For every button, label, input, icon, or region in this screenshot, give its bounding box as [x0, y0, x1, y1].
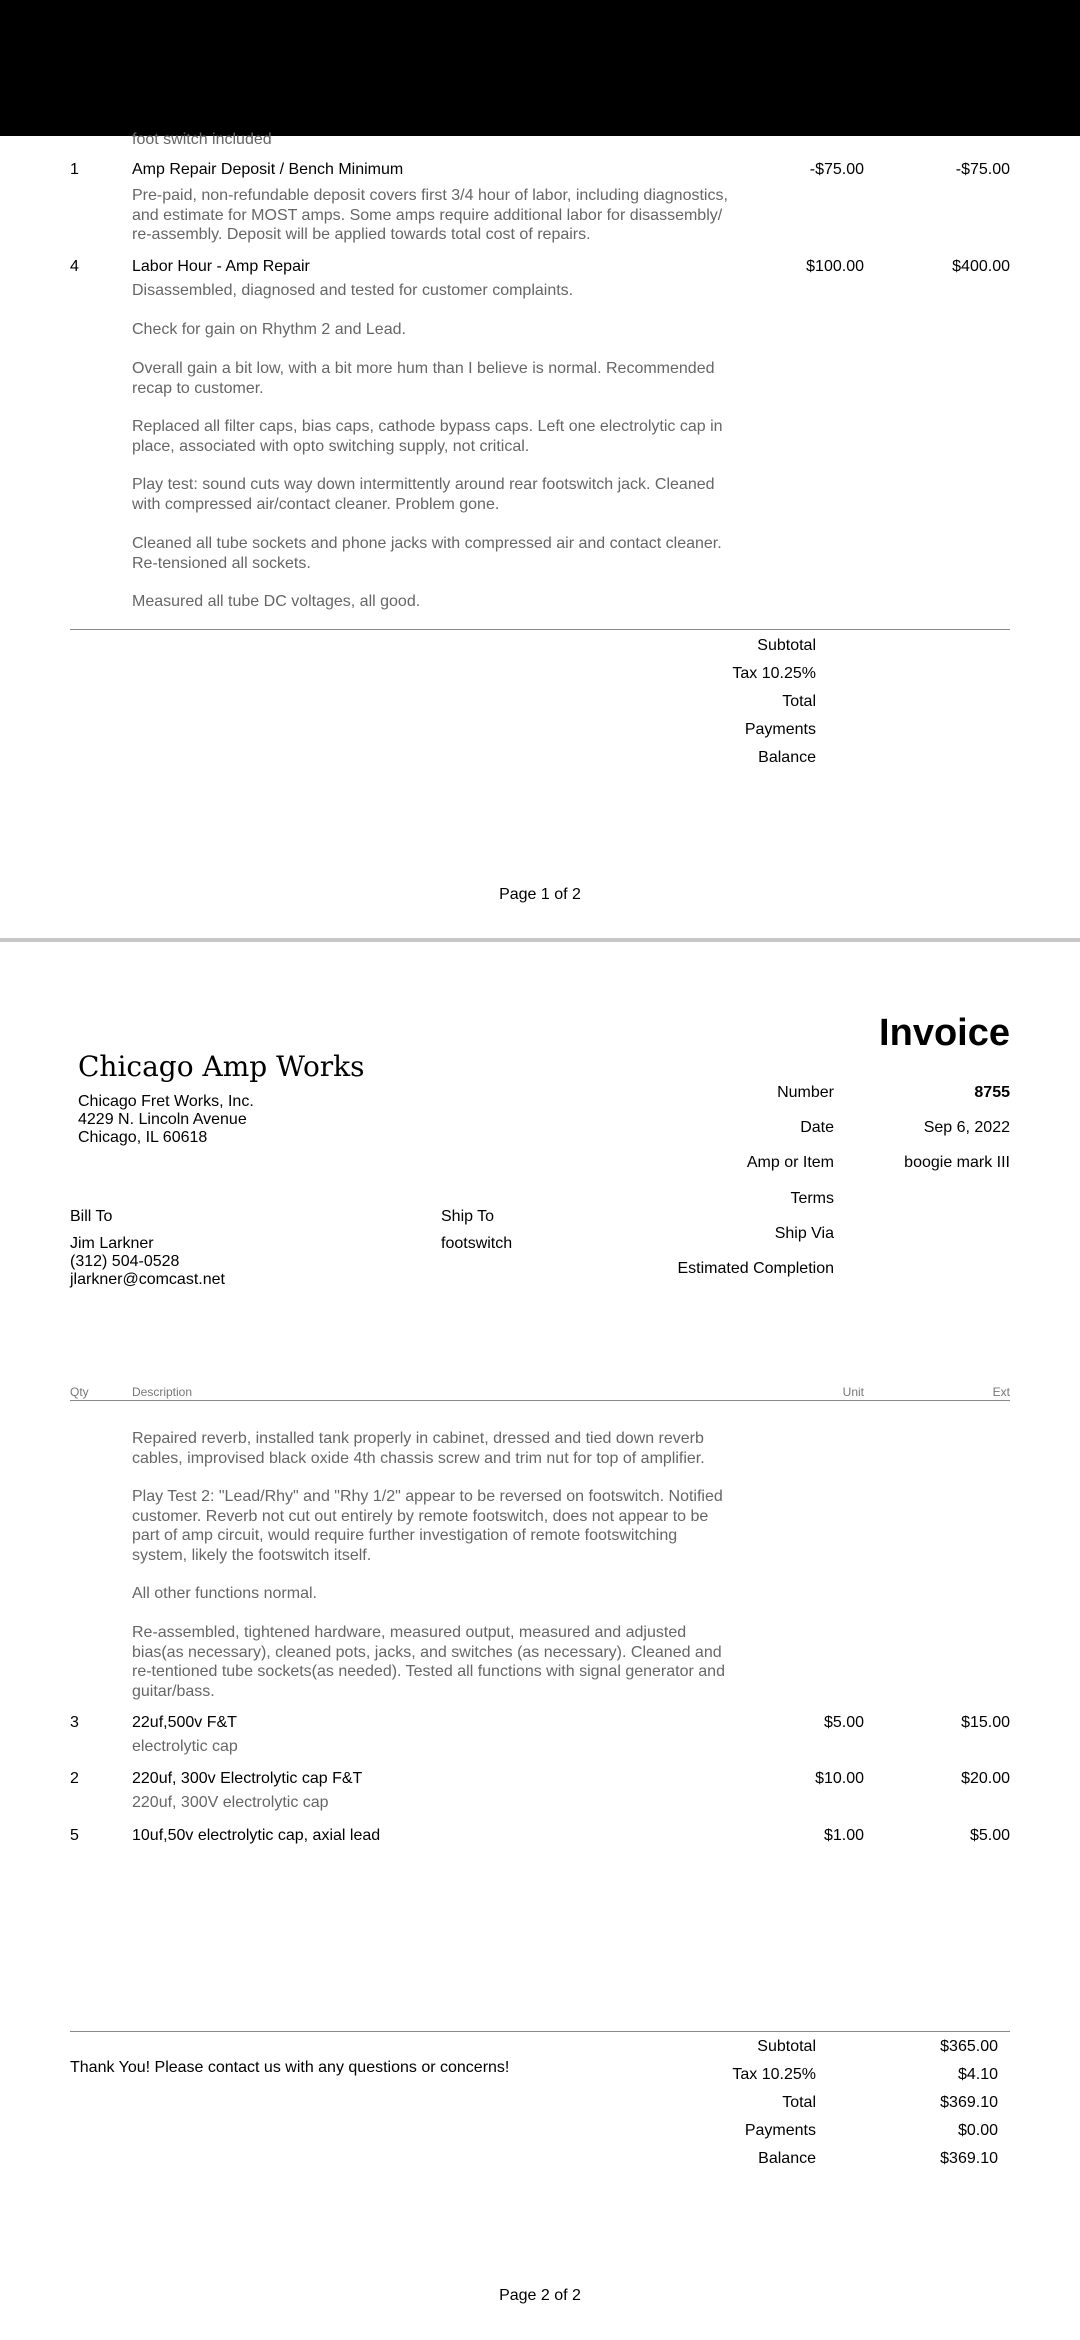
balance-label: Balance — [758, 2150, 816, 2167]
continued-description: Re-assembled, tightened hardware, measured output, measured and adjusted bias(as necessary), cleaned pots, jacks, and switches (as necessary). Cleaned and re-tentioned tube sockets(as needed). Tested all functions with signal generator and guitar/bass. — [132, 1624, 725, 1700]
subtotal-label: Subtotal — [757, 2038, 816, 2055]
ship-via-label: Ship Via — [774, 1225, 834, 1242]
balance-value: $369.10 — [940, 2150, 998, 2167]
invoice-number-label: Number — [777, 1084, 834, 1101]
amp-or-item-value: boogie mark III — [904, 1154, 1010, 1171]
line-item-ext-price: $5.00 — [969, 1827, 1010, 1844]
bill-to-email: jlarkner@comcast.net — [70, 1271, 225, 1288]
totals-rule — [70, 629, 1010, 630]
estimated-completion-label: Estimated Completion — [677, 1260, 834, 1277]
invoice-title: Invoice — [879, 1012, 1010, 1054]
total-label: Total — [782, 2094, 816, 2111]
ship-to-value: footswitch — [441, 1235, 513, 1252]
previous-item-description-tail: foot switch included — [132, 131, 272, 148]
payments-label: Payments — [744, 2122, 816, 2139]
line-item-description: Cleaned all tube sockets and phone jacks with compressed air and contact cleaner. Re-tensioned all sockets. — [132, 535, 722, 572]
tax-label: Tax 10.25% — [732, 665, 816, 682]
line-item-description: Pre-paid, non-refundable deposit covers first 3/4 hour of labor, including diagnostics, and estimate for MOST amps. Some amps require additional labor for disassembly/ re-assembly. Deposit will be applied towards total cost of repairs. — [132, 187, 728, 243]
line-item-description: Measured all tube DC voltages, all good. — [132, 593, 421, 610]
column-header-qty: Qty — [70, 1385, 89, 1399]
line-item-qty: 5 — [70, 1827, 79, 1844]
line-item-unit-price: $10.00 — [815, 1770, 864, 1787]
line-item-ext-price: $400.00 — [952, 258, 1010, 275]
date-value: Sep 6, 2022 — [923, 1119, 1010, 1136]
page-number: Page 2 of 2 — [499, 2287, 581, 2304]
line-item-unit-price: $5.00 — [823, 1714, 864, 1731]
line-item-unit-price: -$75.00 — [809, 161, 864, 178]
line-item-name: Labor Hour - Amp Repair — [132, 258, 310, 275]
payments-value: $0.00 — [957, 2122, 998, 2139]
line-item-qty: 3 — [70, 1714, 79, 1731]
line-item-unit-price: $1.00 — [823, 1827, 864, 1844]
column-header-unit: Unit — [842, 1385, 864, 1399]
total-value: $369.10 — [940, 2094, 998, 2111]
line-item-name: 10uf,50v electrolytic cap, axial lead — [132, 1827, 381, 1844]
bill-to-name: Jim Larkner — [70, 1235, 154, 1252]
ship-to-heading: Ship To — [441, 1208, 495, 1225]
totals-rule — [70, 2031, 1010, 2032]
company-address-line: 4229 N. Lincoln Avenue — [78, 1111, 247, 1128]
line-item-description: Replaced all filter caps, bias caps, cathode bypass caps. Left one electrolytic cap in place, associated with opto switching supply, not critical. — [132, 418, 723, 455]
line-item-unit-price: $100.00 — [806, 258, 864, 275]
line-item-ext-price: $15.00 — [961, 1714, 1010, 1731]
line-item-name: 22uf,500v F&T — [132, 1714, 237, 1731]
line-item-description: 220uf, 300V electrolytic cap — [132, 1794, 329, 1811]
top-black-bar — [0, 0, 1080, 136]
subtotal-label: Subtotal — [757, 637, 816, 654]
date-label: Date — [800, 1119, 834, 1136]
line-item-description: electrolytic cap — [132, 1738, 238, 1755]
line-item-qty: 4 — [70, 258, 79, 275]
company-address-line: Chicago Fret Works, Inc. — [78, 1093, 254, 1110]
total-label: Total — [782, 693, 816, 710]
line-item-description: Play test: sound cuts way down intermittently around rear footswitch jack. Cleaned with compressed air/contact cleaner. Problem gone. — [132, 476, 715, 513]
company-name: Chicago Amp Works — [78, 1050, 365, 1083]
invoice-number-value: 8755 — [974, 1084, 1010, 1101]
column-header-description: Description — [132, 1385, 193, 1399]
bill-to-phone: (312) 504-0528 — [70, 1253, 180, 1270]
page-divider — [0, 938, 1080, 942]
line-item-qty: 1 — [70, 161, 79, 178]
page-number: Page 1 of 2 — [499, 886, 581, 903]
line-item-name: 220uf, 300v Electrolytic cap F&T — [132, 1770, 363, 1787]
terms-label: Terms — [790, 1190, 834, 1207]
tax-value: $4.10 — [957, 2066, 998, 2083]
header-rule — [70, 1400, 1010, 1401]
continued-description: Repaired reverb, installed tank properly in cabinet, dressed and tied down reverb cables, improvised black oxide 4th chassis screw and trim nut for top of amplifier. — [132, 1430, 705, 1467]
thank-you-message: Thank You! Please contact us with any questions or concerns! — [70, 2059, 510, 2076]
line-item-description: Check for gain on Rhythm 2 and Lead. — [132, 321, 406, 338]
line-item-ext-price: $20.00 — [961, 1770, 1010, 1787]
tax-label: Tax 10.25% — [732, 2066, 816, 2083]
line-item-description: Disassembled, diagnosed and tested for customer complaints. — [132, 282, 574, 299]
line-item-ext-price: -$75.00 — [955, 161, 1010, 178]
subtotal-value: $365.00 — [940, 2038, 998, 2055]
continued-description: All other functions normal. — [132, 1585, 317, 1602]
column-header-ext: Ext — [992, 1385, 1010, 1399]
amp-or-item-label: Amp or Item — [746, 1154, 834, 1171]
line-item-qty: 2 — [70, 1770, 79, 1787]
continued-description: Play Test 2: "Lead/Rhy" and "Rhy 1/2" appear to be reversed on footswitch. Notified customer. Reverb not cut out entirely by remote footswitch, does not appear to be part of amp circuit, would require further investigation of remote footswitching system, likely the footswitch itself. — [132, 1488, 723, 1564]
company-address-line: Chicago, IL 60618 — [78, 1129, 208, 1146]
line-item-description: Overall gain a bit low, with a bit more hum than I believe is normal. Recommended recap to customer. — [132, 360, 715, 397]
payments-label: Payments — [744, 721, 816, 738]
line-item-name: Amp Repair Deposit / Bench Minimum — [132, 161, 404, 178]
balance-label: Balance — [758, 749, 816, 766]
bill-to-heading: Bill To — [70, 1208, 113, 1225]
